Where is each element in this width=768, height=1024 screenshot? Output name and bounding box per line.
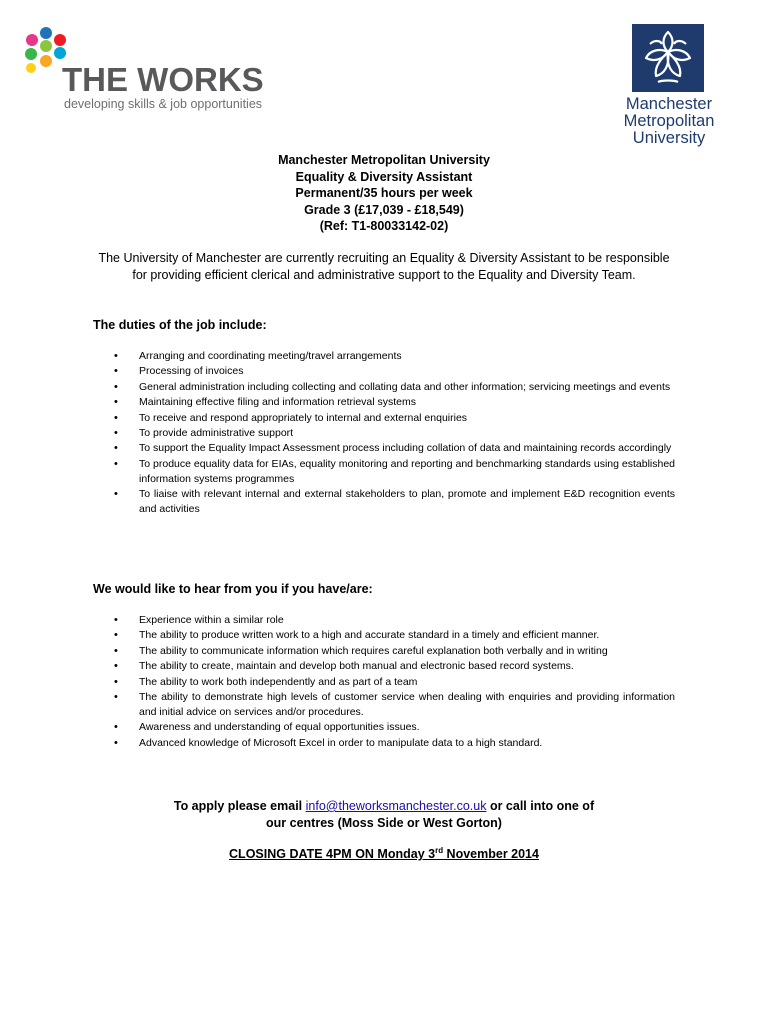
list-item: • Advanced knowledge of Microsoft Excel in order to manipulate data to a high standard. (112, 736, 675, 751)
list-item: • The ability to communicate information which requires careful explanation both verbally and in writing (112, 644, 675, 659)
closing-after: November 2014 (443, 847, 539, 861)
list-item: • The ability to demonstrate high levels of customer service when dealing with enquiries and providing information and initial advice on services and/or procedures. (112, 690, 675, 720)
list-item: • Awareness and understanding of equal opportunities issues. (112, 720, 675, 735)
header-hours: Permanent/35 hours per week (295, 186, 473, 200)
mmu-line-1: Manchester (625, 95, 713, 113)
mmu-line-2: Metropolitan (623, 112, 715, 130)
duties-heading: The duties of the job include: (93, 318, 267, 332)
mmu-wordmark (608, 96, 730, 147)
list-item: • The ability to create, maintain and develop both manual and electronic based record systems. (112, 659, 675, 674)
list-item: • Arranging and coordinating meeting/travel arrangements (112, 349, 675, 364)
header-org: Manchester Metropolitan University (278, 153, 490, 167)
list-item: • Experience within a similar role (112, 613, 675, 628)
the-works-title: THE WORKS (62, 61, 264, 98)
apply-prefix: To apply please email (173, 799, 306, 813)
list-item: • To liaise with relevant internal and external stakeholders to plan, promote and implement E&D recognition events and activities (112, 487, 675, 517)
mmu-logo (608, 24, 730, 154)
closing-sup: rd (435, 845, 444, 855)
list-item: • To support the Equality Impact Assessment process including collation of data and maintaining records accordingly (112, 441, 675, 456)
list-item: • Maintaining effective filing and information retrieval systems (112, 395, 675, 410)
closing-date-text (229, 847, 539, 861)
list-item: • To provide administrative support (112, 426, 675, 441)
list-item: • The ability to produce written work to a high and accurate standard in a timely and efficient manner. (112, 628, 675, 643)
email-link[interactable]: info@theworksmanchester.co.uk (305, 799, 487, 813)
list-item: • General administration including collecting and collating data and other information; servicing meetings and events (112, 380, 675, 395)
apply-line-1 (0, 798, 768, 815)
the-works-tagline: developing skills & job opportunities (64, 97, 263, 111)
closing-date (0, 846, 768, 863)
mmu-emblem-icon (632, 24, 704, 92)
requirements-list (112, 613, 675, 751)
list-item: • To receive and respond appropriately to internal and external enquiries (112, 411, 675, 426)
header-ref: (Ref: T1-80033142-02) (319, 219, 449, 233)
requirements-heading: We would like to hear from you if you have/are: (93, 582, 373, 596)
duties-list (112, 349, 675, 517)
header-role: Equality & Diversity Assistant (295, 169, 473, 184)
list-item: • The ability to work both independently and as part of a team (112, 675, 675, 690)
job-header (0, 152, 768, 235)
list-item: • To produce equality data for EIAs, equality monitoring and reporting and benchmarking standards using established information systems programmes (112, 457, 675, 487)
header-grade: Grade 3 (£17,039 - £18,549) (304, 202, 464, 217)
closing-before: CLOSING DATE 4PM ON Monday 3 (229, 847, 436, 861)
mmu-line-3: University (632, 129, 706, 147)
list-item: • Processing of invoices (112, 364, 675, 379)
apply-suffix: or call into one of (486, 799, 595, 813)
apply-line-2: our centres (Moss Side or West Gorton) (266, 816, 502, 830)
intro-paragraph: The University of Manchester are currently recruiting an Equality & Diversity Assistant to be responsible for providing efficient clerical and administrative support to the Equality and Diversity Team. (98, 251, 670, 282)
apply-instructions (0, 798, 768, 832)
